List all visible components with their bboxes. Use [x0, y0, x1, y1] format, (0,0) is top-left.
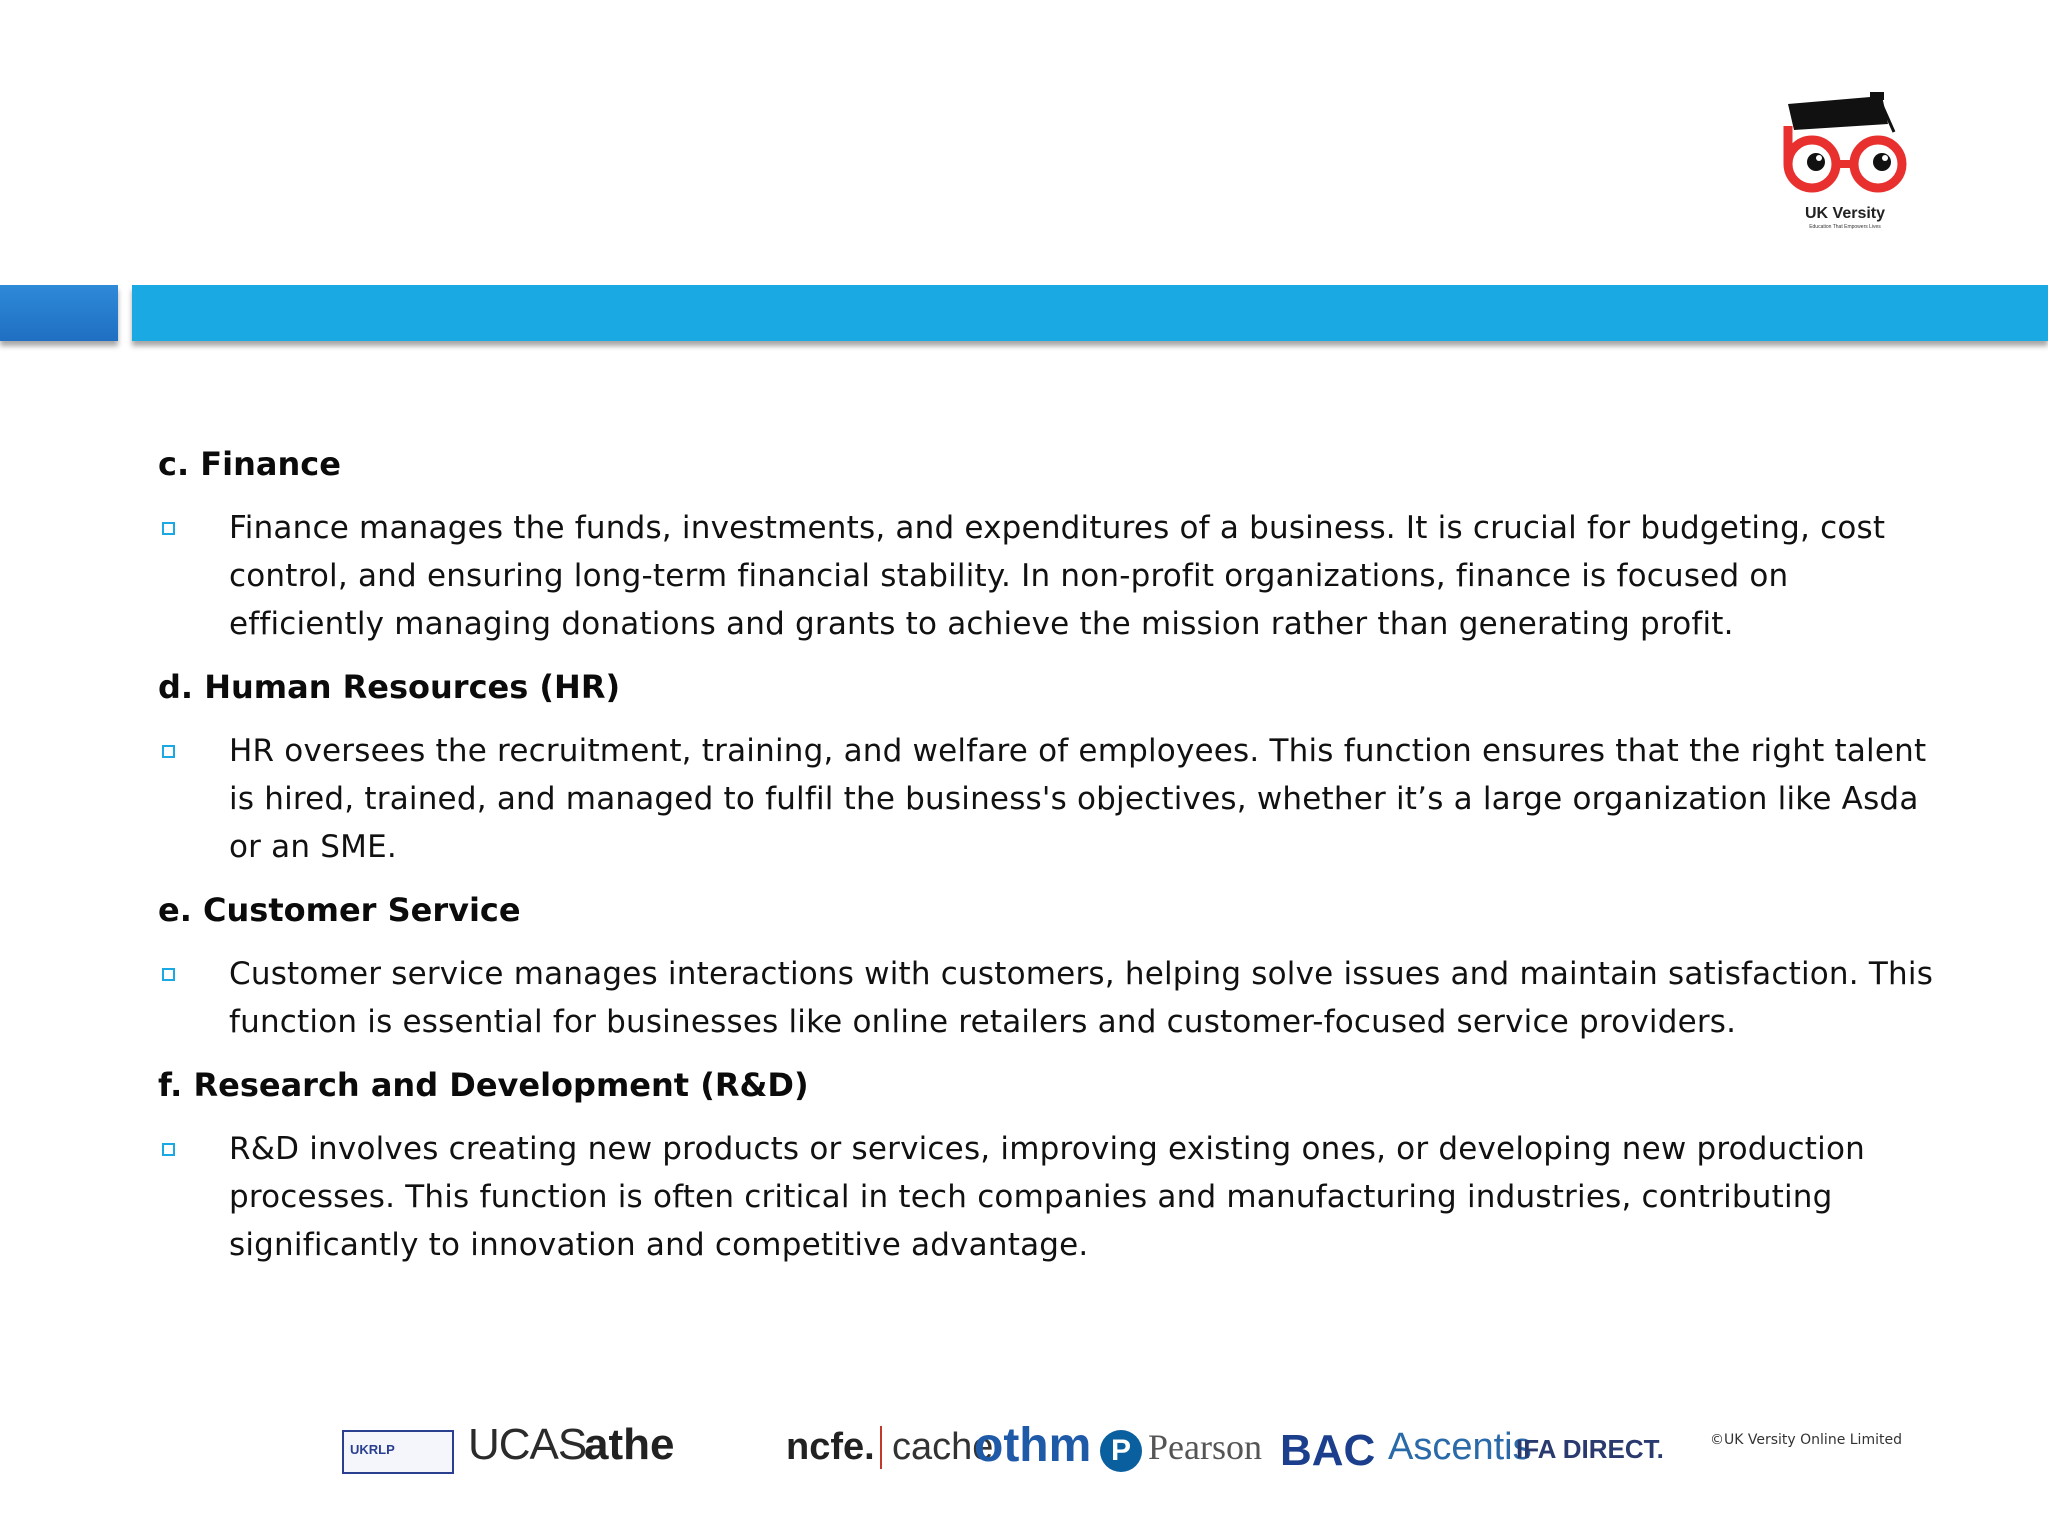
- logo-tagline: Education That Empowers Lives: [1809, 224, 1881, 230]
- square-bullet-icon: [162, 522, 175, 535]
- item-text: Customer service manages interactions with customers, helping solve issues and maintain satisfaction. This function is essential for businesses like online retailers and customer-focused service providers.: [229, 956, 1934, 1040]
- pearson-logo: P Pearson: [1100, 1426, 1262, 1472]
- accreditation-logos: [340, 1412, 1664, 1482]
- pearson-p-icon: P: [1100, 1430, 1142, 1472]
- section-human-resources: [158, 663, 1948, 871]
- cache-logo: cache: [880, 1426, 993, 1469]
- section-heading: c. Finance: [158, 445, 341, 483]
- item-text: R&D involves creating new products or services, improving existing ones, or developing new production processes. This function is often critical in tech companies and manufacturing industries, contributing significantly to innovation and competitive advantage.: [229, 1131, 1865, 1263]
- section-heading: e. Customer Service: [158, 891, 521, 929]
- header-banner-left: [0, 285, 118, 341]
- list-item: [158, 1125, 1948, 1269]
- section-research-development: [158, 1061, 1948, 1269]
- header-banner: [132, 285, 2048, 341]
- section-customer-service: [158, 886, 1948, 1046]
- section-heading: d. Human Resources (HR): [158, 668, 621, 706]
- list-item: [158, 950, 1948, 1046]
- section-finance: [158, 440, 1948, 648]
- ukrlp-logo: UKRLP: [342, 1430, 454, 1474]
- list-item: [158, 504, 1948, 648]
- ifa-direct-logo: IFA DIRECT.: [1516, 1434, 1664, 1464]
- slide-content: [158, 440, 1948, 1284]
- copyright-text: ©UK Versity Online Limited: [1710, 1432, 1902, 1448]
- ncfe-logo: ncfe.: [786, 1426, 875, 1468]
- ucas-logo: UCAS: [468, 1420, 587, 1469]
- list-item: [158, 727, 1948, 871]
- square-bullet-icon: [162, 968, 175, 981]
- square-bullet-icon: [162, 1143, 175, 1156]
- square-bullet-icon: [162, 745, 175, 758]
- item-text: Finance manages the funds, investments, and expenditures of a business. It is crucial for budgeting, cost control, and ensuring long-term financial stability. In non-profit organizations, finance is focused on efficiently managing donations and grants to achieve the mission rather than generating profit.: [229, 510, 1886, 642]
- ascentis-logo: Ascentis: [1388, 1426, 1532, 1468]
- othm-logo: othm: [974, 1419, 1092, 1472]
- logo-name: UK Versity: [1804, 205, 1886, 222]
- section-heading: f. Research and Development (R&D): [158, 1066, 809, 1104]
- bac-logo: BAC: [1280, 1426, 1376, 1475]
- athe-logo: athe: [584, 1420, 675, 1469]
- item-text: HR oversees the recruitment, training, and welfare of employees. This function ensures that the right talent is hired, trained, and managed to fulfil the business's objectives, whether it’s a large organization like Asda or an SME.: [229, 733, 1927, 865]
